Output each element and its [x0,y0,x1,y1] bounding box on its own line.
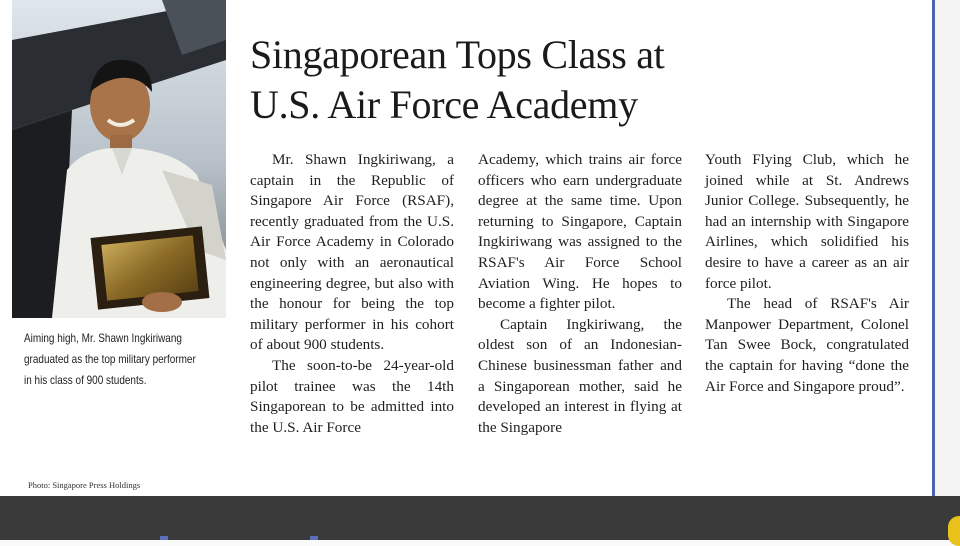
article-headline [250,30,720,130]
bar-marker [310,536,318,540]
headline-line: U.S. Air Force Academy [250,82,638,127]
corner-accent [948,516,960,546]
article-column-2 [478,150,682,438]
pilot-portrait-image [12,0,226,318]
bottom-toolbar [0,496,960,540]
caption-line: Aiming high, Mr. Shawn Ingkiriwang [24,332,182,345]
article-paragraph: The head of RSAF's Air Manpower Department, Colonel Tan Swee Bock, congratulated the captain for having “done the Air Force and Singapore proud”. [705,295,909,395]
right-margin [935,0,960,496]
article-paragraph: Academy, which trains air force officers who earn undergraduate degree at the same time. Upon returning to Singapore, Captain Ingkiriwang was assigned to the RSAF's Air Force School Aviation Wing. He hopes to become a fighter pilot. [478,151,682,313]
article-paragraph: Captain Ingkiriwang, the oldest son of an Indonesian-Chinese businessman father and a Singaporean mother, said he developed an interest in flying at the Singapore [478,315,682,436]
caption-line: graduated as the top military performer [24,353,196,366]
caption-line: in his class of 900 students. [24,374,147,387]
article-paragraph: Youth Flying Club, which he joined while at St. Andrews Junior College. Subsequently, he had an internship with Singapore Airlines, which solidified his desire to have a career as an air force pilot. [705,151,909,292]
headline-line: Singaporean Tops Class at [250,32,665,77]
article-paragraph: Mr. Shawn Ingkiriwang, a captain in the Republic of Singapore Air Force (RSAF), recently graduated from the U.S. Air Force Academy in Colorado not only with an aeronautical engineering degree, but also with the honour for being the top military performer in his cohort of about 900 students. [250,151,454,354]
bar-marker [160,536,168,540]
article-column-1 [250,150,454,438]
article-paragraph: The soon-to-be 24-year-old pilot trainee was the 14th Singaporean to be admitted into the U.S. Air Force [250,356,454,436]
photo-caption [24,328,222,391]
article-photo [12,0,226,318]
photo-credit: Photo: Singapore Press Holdings [28,480,141,490]
article-column-3 [705,150,909,397]
